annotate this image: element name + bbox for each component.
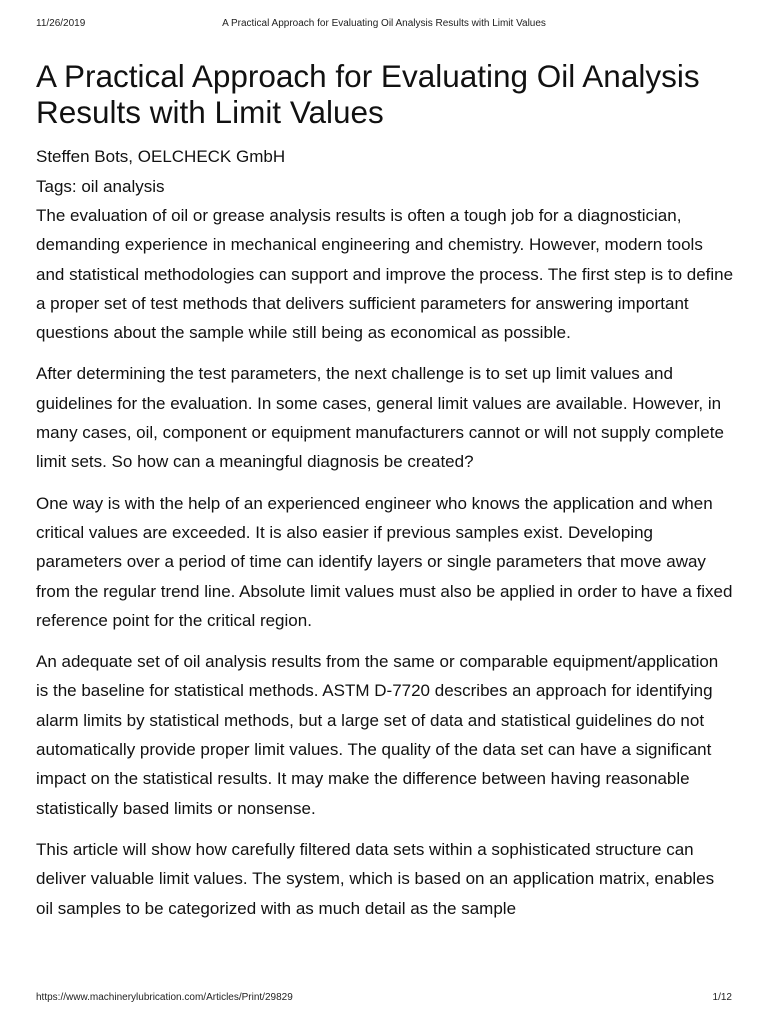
print-header xyxy=(0,17,768,31)
article-title: A Practical Approach for Evaluating Oil Analysis Results with Limit Values xyxy=(36,58,700,130)
article-paragraph: The evaluation of oil or grease analysis results is often a tough job for a diagnostician, demanding experience in mechanical engineering and chemistry. However, modern tools and statistical methodologies can support and improve the process. The first step is to define a proper set of test methods that delivers sufficient parameters for answering important questions about the sample while still being as economical as possible. xyxy=(36,206,734,343)
print-date: 11/26/2019 xyxy=(36,18,86,29)
article-author: Steffen Bots, OELCHECK GmbH xyxy=(36,147,286,166)
article-paragraph: One way is with the help of an experienced engineer who knows the application and when critical values are exceeded. It is also easier if previous samples exist. Developing parameters over a period of time can identify layers or single parameters that move away from the regular trend line. Absolute limit values must also be applied in order to have a fixed reference point for the critical region. xyxy=(36,493,733,630)
article-paragraph: An adequate set of oil analysis results from the same or comparable equipment/application is the baseline for statistical methods. ASTM D-7720 describes an approach for identifying alarm limits by statistical methods, but a large set of data and statistical guidelines do not automatically provide proper limit values. The quality of the data set can have a significant impact on the statistical results. It may make the difference between having reasonable statistically based limits or nonsense. xyxy=(36,652,719,818)
print-footer xyxy=(0,991,768,1005)
print-url: https://www.machinerylubrication.com/Articles/Print/29829 xyxy=(36,992,293,1003)
article-paragraph: After determining the test parameters, the next challenge is to set up limit values and guidelines for the evaluation. In some cases, general limit values are available. However, in many cases, oil, component or equipment manufacturers cannot or will not supply complete limit sets. So how can a meaningful diagnosis be created? xyxy=(36,364,724,472)
article-tags: Tags: oil analysis xyxy=(36,176,165,196)
page-number: 1/12 xyxy=(712,992,732,1003)
article xyxy=(36,58,734,935)
print-header-title: A Practical Approach for Evaluating Oil Analysis Results with Limit Values xyxy=(222,18,546,29)
article-paragraph: This article will show how carefully filtered data sets within a sophisticated structure can deliver valuable limit values. The system, which is based on an application matrix, enables oil samples to be categorized with as much detail as the sample xyxy=(36,839,715,918)
